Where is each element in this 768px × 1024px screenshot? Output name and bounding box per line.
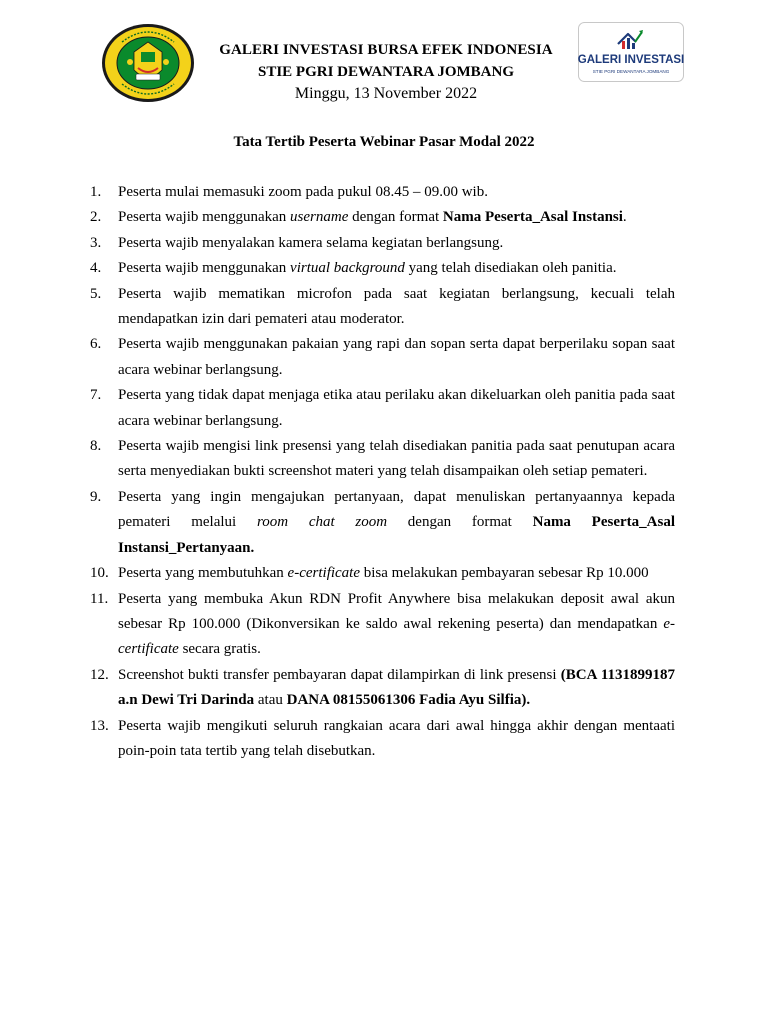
rule-text-segment: username bbox=[290, 209, 349, 226]
rule-text-segment: room chat zoom bbox=[256, 514, 388, 531]
rule-text-segment: (BCA 1131899187 a.n Dewi Tri Darinda bbox=[118, 666, 676, 709]
rule-text bbox=[118, 235, 503, 251]
rule-text-segment: Peserta wajib menggunakan bbox=[118, 260, 291, 277]
rule-text-segment: atau bbox=[254, 692, 287, 709]
rule-number: 7. bbox=[90, 387, 102, 404]
rule-text-segment: Peserta yang tidak dapat menjaga etika atau perilaku akan dikeluarkan oleh panitia pada saat acara webinar berlangsung. bbox=[118, 387, 675, 429]
rule-text-segment: Nama Peserta_Asal Instansi_Pertanyaan. bbox=[118, 514, 675, 556]
rule-text-segment: Screenshot bukti transfer pembayaran dapat dilampirkan di link presensi bbox=[118, 666, 561, 683]
rule-text-segment: dengan format bbox=[387, 514, 533, 531]
rule-text-segment: yang telah disediakan oleh panitia. bbox=[404, 260, 617, 277]
rule-text bbox=[118, 591, 675, 658]
rule-number: 3. bbox=[90, 234, 102, 251]
header-date: Minggu, 13 November 2022 bbox=[294, 85, 478, 102]
rule-item bbox=[90, 180, 675, 205]
rule-number: 10. bbox=[90, 565, 109, 582]
rule-item bbox=[90, 485, 675, 561]
college-seal-logo bbox=[100, 22, 196, 104]
rule-number: 11. bbox=[90, 590, 109, 607]
rule-text bbox=[118, 438, 675, 479]
rule-text bbox=[118, 667, 675, 708]
rule-text-segment: Peserta wajib mengisi link presensi yang telah disediakan panitia pada saat penutupan acara serta menyediakan bukti screenshot materi yang telah disampaikan oleh setiap pemateri. bbox=[118, 438, 675, 480]
rule-item bbox=[90, 714, 675, 765]
rule-text-segment: e-certificate bbox=[287, 565, 361, 582]
rule-text-segment: virtual background bbox=[290, 260, 405, 277]
rule-text-segment: DANA 08155061306 Fadia Ayu Silfia). bbox=[286, 692, 531, 709]
rule-text-segment: Peserta yang membutuhkan bbox=[118, 565, 288, 582]
rule-text-segment: bisa melakukan pembayaran sebesar Rp 10.000 bbox=[360, 565, 649, 582]
rule-number: 12. bbox=[90, 666, 109, 683]
rule-text bbox=[118, 718, 675, 759]
rule-text bbox=[118, 336, 675, 377]
rule-number: 1. bbox=[90, 184, 102, 200]
rule-item bbox=[90, 587, 675, 663]
rule-text-segment: Peserta mulai memasuki zoom pada pukul 08.45 – 09.00 wib. bbox=[118, 184, 488, 200]
galeri-investasi-logo bbox=[578, 22, 684, 82]
rule-item bbox=[90, 282, 675, 333]
rule-text bbox=[118, 489, 675, 556]
rule-item bbox=[90, 256, 675, 281]
rule-number: 8. bbox=[90, 438, 102, 455]
rule-text-segment: Peserta wajib mengikuti seluruh rangkaian acara dari awal hingga akhir dengan mentaati poin-poin tata tertib yang telah disebutkan. bbox=[118, 717, 675, 759]
rule-text bbox=[118, 184, 488, 200]
rule-item bbox=[90, 561, 675, 586]
rule-text bbox=[118, 565, 649, 581]
rule-item bbox=[90, 231, 675, 256]
rule-number: 5. bbox=[90, 285, 102, 302]
header-institution: GALERI INVESTASI BURSA EFEK INDONESIA bbox=[219, 42, 553, 58]
rule-number: 6. bbox=[90, 336, 102, 353]
rule-text-segment: dengan format bbox=[348, 209, 443, 226]
rule-text bbox=[118, 387, 675, 428]
rule-text-segment: Peserta yang ingin mengajukan pertanyaan, dapat menuliskan pertanyaannya kepada pemateri melalui bbox=[118, 488, 675, 531]
rule-text bbox=[118, 260, 616, 276]
rule-text bbox=[118, 209, 627, 225]
rule-text-segment: Peserta wajib menggunakan bbox=[118, 209, 291, 226]
rule-number: 13. bbox=[90, 717, 109, 734]
rule-item bbox=[90, 332, 675, 383]
rule-item bbox=[90, 663, 675, 714]
rule-text-segment: . bbox=[622, 209, 627, 226]
rule-text-segment: Nama Peserta_Asal Instansi bbox=[442, 209, 623, 226]
document-title: Tata Tertib Peserta Webinar Pasar Modal 2022 bbox=[233, 134, 535, 150]
logo-sub-text: STIE PGRI DEWANTARA JOMBANG bbox=[592, 69, 670, 74]
rule-number: 4. bbox=[90, 260, 102, 277]
rule-text-segment: Peserta wajib menggunakan pakaian yang rapi dan sopan serta dapat berperilaku sopan saat acara webinar berlangsung. bbox=[118, 336, 675, 378]
rule-item bbox=[90, 383, 675, 434]
rule-item bbox=[90, 205, 675, 230]
rule-text-segment: Peserta wajib menyalakan kamera selama kegiatan berlangsung. bbox=[118, 234, 504, 251]
rule-text bbox=[118, 286, 675, 327]
rule-item bbox=[90, 434, 675, 485]
rule-text-segment: Peserta wajib mematikan microfon pada saat kegiatan berlangsung, kecuali telah mendapatkan izin dari pemateri atau moderator. bbox=[118, 285, 675, 328]
rule-number: 2. bbox=[90, 209, 102, 226]
rule-text-segment: Peserta yang membuka Akun RDN Profit Anywhere bisa melakukan deposit awal akun sebesar Rp 100.000 (Dikonversikan ke saldo awal rekening peserta) dan mendapatkan bbox=[118, 590, 675, 632]
logo-brand-text: GALERI INVESTASI bbox=[578, 54, 684, 66]
rule-text-segment: secara gratis. bbox=[178, 641, 261, 658]
rules-list bbox=[90, 180, 675, 764]
header-school: STIE PGRI DEWANTARA JOMBANG bbox=[257, 64, 514, 80]
rule-number: 9. bbox=[90, 488, 102, 505]
rule-text-segment: e-certificate bbox=[118, 615, 675, 658]
